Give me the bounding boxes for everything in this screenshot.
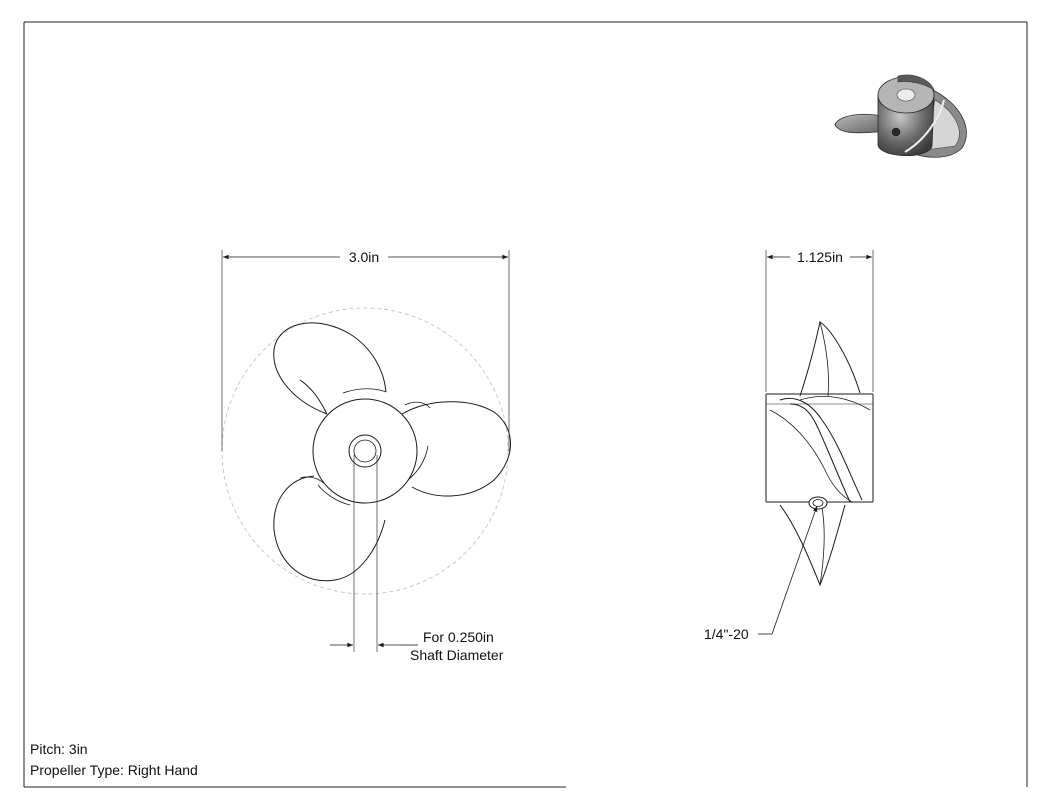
bore-label-line2: Shaft Diameter <box>410 647 504 663</box>
side-view <box>766 322 873 585</box>
bore-label-line1: For 0.250in <box>423 629 494 645</box>
length-label: 1.125in <box>797 249 843 265</box>
set-screw-label: 1/4"-20 <box>704 626 749 642</box>
diameter-label: 3.0in <box>348 249 380 265</box>
pitch-note: Pitch: 3in <box>30 741 88 757</box>
isometric-preview <box>835 75 966 157</box>
set-screw-callout <box>704 506 817 642</box>
sheet-border <box>24 22 1027 787</box>
propeller-type-note: Propeller Type: Right Hand <box>30 762 198 778</box>
notes <box>30 741 198 778</box>
length-dimension <box>766 249 873 392</box>
front-view <box>222 308 511 594</box>
